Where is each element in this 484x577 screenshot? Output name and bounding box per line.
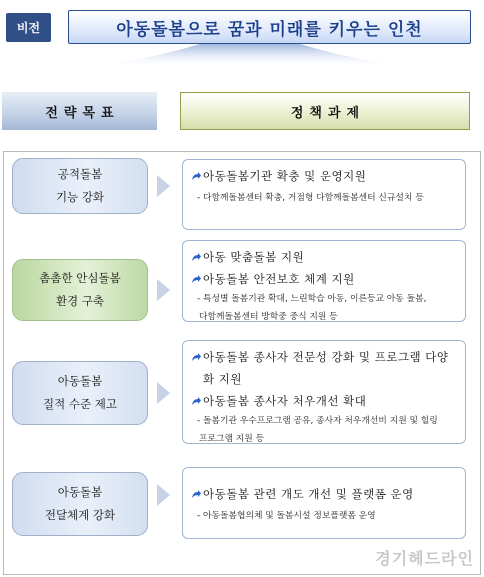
task-item — [191, 390, 459, 412]
blue-curved-arrow-icon — [191, 489, 201, 499]
task-item-text: 아동돌봄 종사자 처우개선 확대 — [203, 394, 367, 408]
task-item-text: 아동돌봄기관 확충 및 운영지원 — [203, 169, 367, 183]
goal-care-quality — [12, 361, 148, 425]
task-item — [191, 483, 459, 505]
blue-curved-arrow-icon — [191, 252, 201, 262]
goal-line: 공적돌봄 — [57, 167, 103, 181]
goal-line: 질적 수준 제고 — [43, 397, 117, 411]
task-detail-line: - 특성별 돌봄기관 확대, 느린학습 아동, 이른등교 아동 돌봄, — [197, 294, 427, 304]
goal-line: 전달체계 강화 — [44, 508, 116, 522]
blue-curved-arrow-icon — [191, 171, 201, 181]
task-item-text: 아동돌봄 관련 개도 개선 및 플랫폼 운영 — [203, 487, 414, 501]
task-item — [191, 165, 459, 187]
blue-curved-arrow-icon — [191, 274, 201, 284]
vision-fan-decoration — [0, 44, 484, 74]
task-detail — [191, 412, 459, 448]
goal-line: 촘촘한 안심돌봄 — [39, 271, 121, 285]
goal-delivery-system — [12, 472, 148, 536]
strategic-goals-header — [2, 92, 157, 130]
task-item — [191, 346, 459, 390]
right-chevron-arrow-icon — [157, 279, 170, 301]
goal-public-care — [12, 158, 148, 214]
task-detail — [191, 507, 459, 525]
task-detail — [191, 189, 459, 207]
right-chevron-arrow-icon — [157, 484, 170, 506]
task-detail-line: - 다함께돌봄센터 확충, 거점형 다함께돌봄센터 신규설치 등 — [197, 193, 424, 203]
goal-line: 환경 구축 — [55, 294, 105, 308]
policy-tasks-header — [180, 92, 470, 130]
task-detail — [191, 290, 459, 326]
task-detail-line: - 아동돌봄협의체 및 돌봄시설 정보플랫폼 운영 — [197, 511, 376, 521]
goal-line: 아동돌봄 — [57, 485, 103, 499]
task-item — [191, 246, 459, 268]
goal-line: 아동돌봄 — [57, 374, 103, 388]
goal-safe-care-environment — [12, 259, 148, 321]
task-detail-line: 다함께돌봄센터 방학중 중식 지원 등 — [199, 312, 338, 322]
goal-line: 기능 강화 — [55, 190, 105, 204]
task-box-2 — [182, 240, 466, 322]
task-item-text: 아동 맞춤돌봄 지원 — [203, 250, 305, 264]
watermark: 경기헤드라인 — [375, 549, 474, 568]
vision-tag: 비전 — [6, 13, 51, 42]
right-chevron-arrow-icon — [157, 382, 170, 404]
task-detail-line: 프로그램 지원 등 — [199, 434, 265, 444]
policy-tasks-header-label: 정책과제 — [290, 105, 366, 121]
blue-curved-arrow-icon — [191, 352, 201, 362]
task-detail-line: - 돌봄기관 우수프로그램 공유, 종사자 처우개선비 지원 및 힐링 — [197, 416, 438, 426]
task-box-3 — [182, 340, 466, 444]
task-box-1 — [182, 159, 466, 230]
strategic-goals-header-label: 전략목표 — [45, 105, 120, 121]
blue-curved-arrow-icon — [191, 396, 201, 406]
task-item — [191, 268, 459, 290]
task-item-text: 아동돌봄 안전보호 체계 지원 — [203, 272, 355, 286]
vision-statement: 아동돌봄으로 꿈과 미래를 키우는 인천 — [68, 10, 471, 44]
right-chevron-arrow-icon — [157, 175, 170, 197]
task-item-text: 아동돌봄 종사자 전문성 강화 및 프로그램 다양화 지원 — [203, 350, 449, 386]
task-box-4 — [182, 467, 466, 539]
